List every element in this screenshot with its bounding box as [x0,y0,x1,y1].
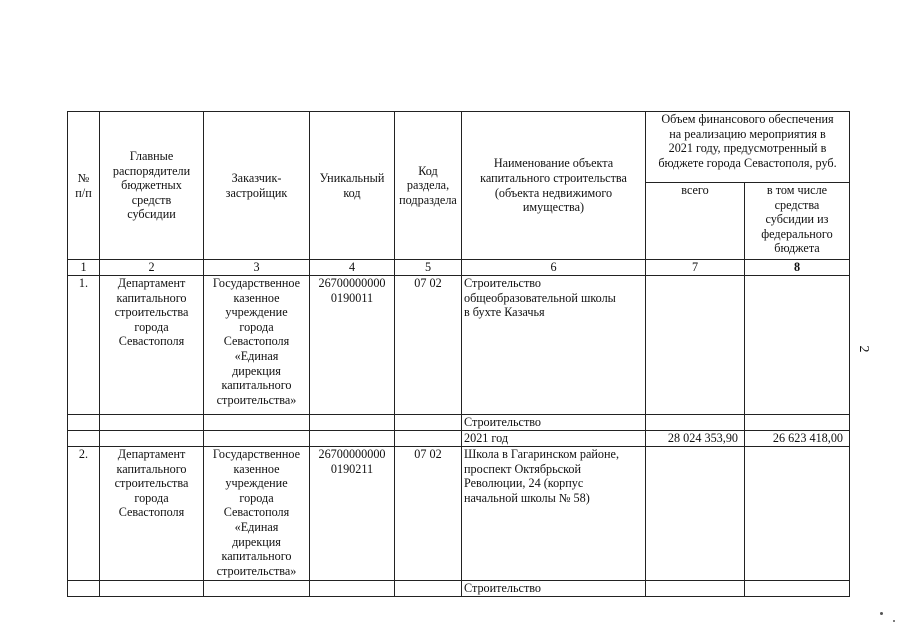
empty-cell [100,581,204,597]
empty-cell [745,415,850,431]
row-num: 1. [68,276,100,415]
empty-cell [100,415,204,431]
row-unique-code: 26700000000 0190011 [310,276,395,415]
header-financing-group: Объем финансового обеспечения на реализацию мероприятия в 2021 году, предусмотренный в бюджете города Севастополя, руб. [646,112,850,183]
header-section-code: Код раздела, подраздела [395,112,462,260]
row-type-label: Строительство [462,581,646,597]
header-unique-code: Уникальный код [310,112,395,260]
row-year-label: 2021 год [462,431,646,447]
header-distributor: Главные распорядители бюджетных средств субсидии [100,112,204,260]
empty-cell [745,581,850,597]
table-row [68,431,850,447]
header-total: всего [646,183,745,260]
empty-cell [68,581,100,597]
empty-cell [395,431,462,447]
document-sheet [67,111,849,597]
empty-cell [395,581,462,597]
column-number: 6 [462,260,646,276]
header-num: № п/п [68,112,100,260]
table-row [68,415,850,431]
page-number: 2 [856,345,871,353]
column-number: 7 [646,260,745,276]
row-distributor: Департамент капитального строительства города Севастополя [100,447,204,581]
row-total-empty [646,276,745,415]
empty-cell [100,431,204,447]
row-section-code: 07 02 [395,447,462,581]
header-federal: в том числе средства субсидии из федерального бюджета [745,183,850,260]
row-num: 2. [68,447,100,581]
row-federal-value: 26 623 418,00 [745,431,850,447]
column-numbers-row [68,260,850,276]
row-distributor: Департамент капитального строительства города Севастополя [100,276,204,415]
row-total-value: 28 024 353,90 [646,431,745,447]
column-number: 5 [395,260,462,276]
column-number: 4 [310,260,395,276]
empty-cell [646,581,745,597]
row-customer: Государственное казенное учреждение города Севастополя «Единая дирекция капитального строительства» [204,447,310,581]
row-total-empty [646,447,745,581]
scan-speck [893,620,895,622]
column-number: 2 [100,260,204,276]
empty-cell [68,415,100,431]
empty-cell [310,415,395,431]
scan-speck [880,612,883,615]
header-object-name: Наименование объекта капитального строительства (объекта недвижимого имущества) [462,112,646,260]
empty-cell [204,431,310,447]
financing-table [67,111,850,597]
row-unique-code: 26700000000 0190211 [310,447,395,581]
empty-cell [395,415,462,431]
row-federal-empty [745,276,850,415]
empty-cell [204,581,310,597]
row-type-label: Строительство [462,415,646,431]
row-object-name: Строительство общеобразовательной школы в бухте Казачья [462,276,646,415]
empty-cell [204,415,310,431]
row-object-name: Школа в Гагаринском районе, проспект Октябрьской Революции, 24 (корпус начальной школы № 58) [462,447,646,581]
row-section-code: 07 02 [395,276,462,415]
empty-cell [310,581,395,597]
empty-cell [68,431,100,447]
column-number: 8 [745,260,850,276]
header-customer: Заказчик- застройщик [204,112,310,260]
table-row [68,581,850,597]
column-number: 1 [68,260,100,276]
table-row [68,276,850,415]
row-federal-empty [745,447,850,581]
table-row [68,447,850,581]
empty-cell [646,415,745,431]
empty-cell [310,431,395,447]
row-customer: Государственное казенное учреждение города Севастополя «Единая дирекция капитального строительства» [204,276,310,415]
column-number: 3 [204,260,310,276]
header-row-top [68,112,850,183]
